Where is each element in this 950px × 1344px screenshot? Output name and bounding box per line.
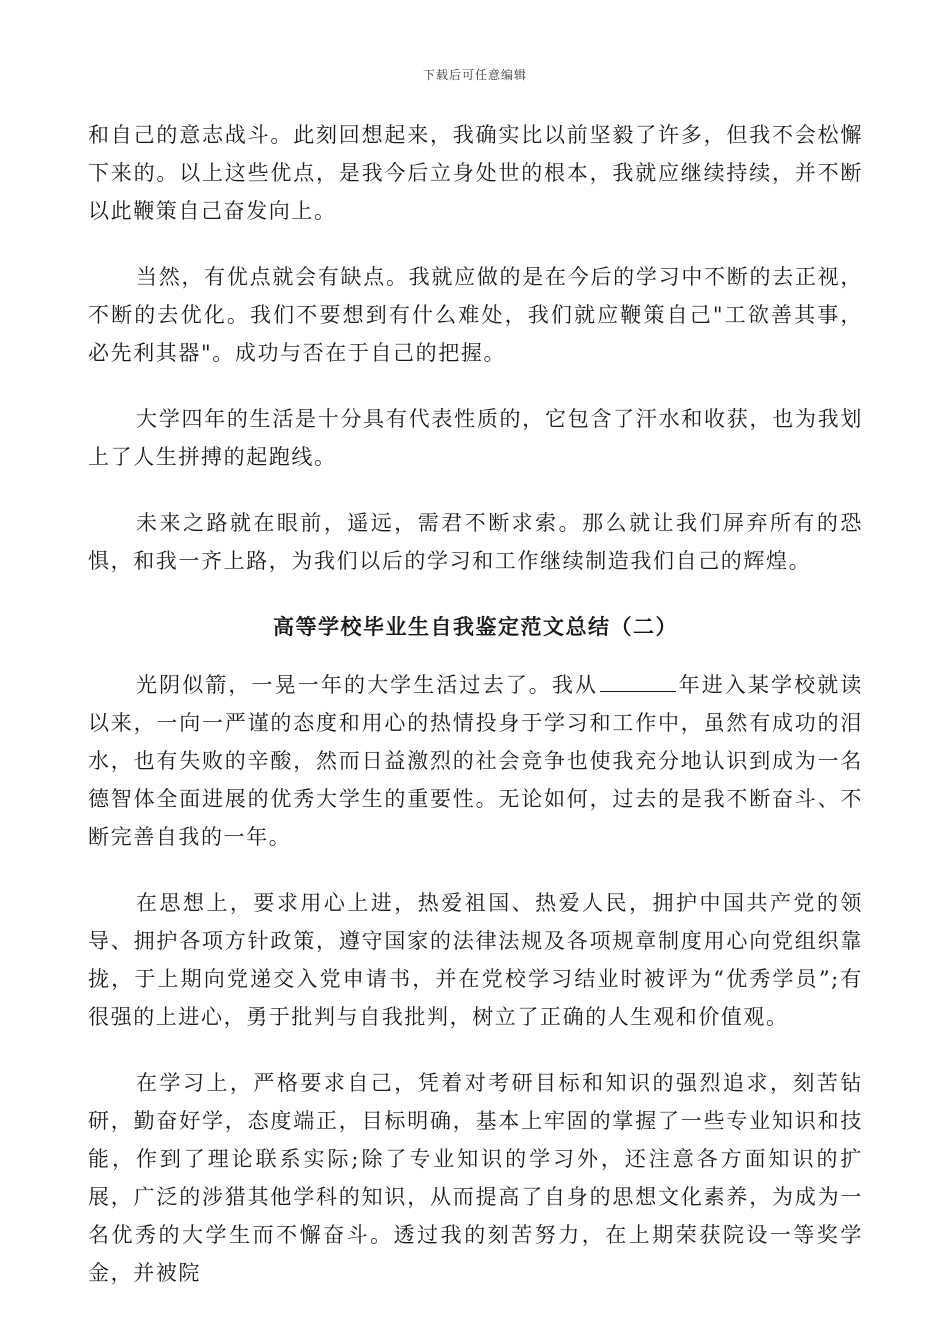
page-header-note: 下载后可任意编辑 <box>422 68 527 82</box>
paragraph-ideology: 在思想上，要求用心上进，热爱祖国、热爱人民，拥护中国共产党的领导、拥护各项方针政策，遵守国家的法律法规及各项规章制度用心向党组织靠拢，于上期向党递交入党申请书，并在党校学习结业时被评为“优秀学员”;有很强的上进心，勇于批判与自我批判，树立了正确的人生观和价值观。 <box>88 891 863 1029</box>
document-body <box>88 116 863 1320</box>
year-blank <box>600 671 676 692</box>
paragraph-study: 在学习上，严格要求自己，凭着对考研目标和知识的强烈追求，刻苦钻研，勤奋好学，态度端正，目标明确，基本上牢固的掌握了一些专业知识和技能，作到了理论联系实际;除了专业知识的学习外，还注意各方面知识的扩展，广泛的涉猎其他学科的知识，从而提高了自身的思想文化素养，为成为一名优秀的大学生而不懈奋斗。透过我的刻苦努力，在上期荣获院设一等奖学金，并被院 <box>88 1071 863 1285</box>
paragraph-3: 大学四年的生活是十分具有代表性质的，它包含了汗水和收获，也为我划上了人生拼搏的起跑线。 <box>88 407 863 469</box>
intro-text-after-blank: 年进入某学校就读以来，一向一严谨的态度和用心的热情投身于学习和工作中，虽然有成功的泪水，也有失败的辛酸，然而日益激烈的社会竞争也使我充分地认识到成为一名德智体全面进展的优秀大学生的重要性。无论如何，过去的是我不断奋斗、不断完善自我的一年。 <box>88 673 863 849</box>
paragraph-intro <box>88 666 863 856</box>
paragraph-4: 未来之路就在眼前，遥远，需君不断求索。那么就让我们屏弃所有的恐惧，和我一齐上路，为我们以后的学习和工作继续制造我们自己的辉煌。 <box>88 511 863 573</box>
paragraph-1: 和自己的意志战斗。此刻回想起来，我确实比以前坚毅了许多，但我不会松懈下来的。以上这些优点，是我今后立身处世的根本，我就应继续持续，并不断以此鞭策自己奋发向上。 <box>88 123 863 223</box>
paragraph-2: 当然，有优点就会有缺点。我就应做的是在今后的学习中不断的去正视，不断的去优化。我们不要想到有什么难处，我们就应鞭策自己"工欲善其事，必先利其器"。成功与否在于自己的把握。 <box>88 265 863 365</box>
section-title: 高等学校毕业生自我鉴定范文总结（二） <box>273 615 678 639</box>
intro-text-before-blank: 光阴似箭，一晃一年的大学生活过去了。我从 <box>136 673 599 697</box>
